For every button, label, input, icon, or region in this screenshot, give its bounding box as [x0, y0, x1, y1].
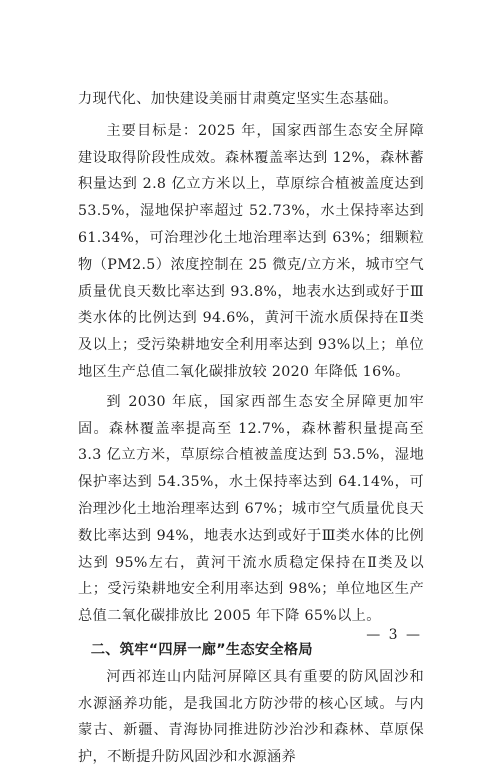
target-2030-paragraph: 到 2030 年底，国家西部生态安全屏障更加牢固。森林覆盖率提高至 12.7%，森林蓄积量提高至 3.3 亿立方米，草原综合植被盖度达到 53.5%，湿地保护率达到 54.35%，水土保持率达到 64.14%，可治理沙化土地治理率达到 67%；城市空气质量优良天数比率达到 94%，地表水达到或好于Ⅲ类水体的比例达到 95%左右，黄河干流水质稳定保持在Ⅱ类及以上；受污染耕地安全利用率达到 98%；单位地区生产总值二氧化碳排放比 2005 年下降 65%以上。 [78, 393, 424, 625]
section-heading: 二、筑牢“四屏一廊”生态安全格局 [90, 641, 313, 658]
hexi-qilian-paragraph: 河西祁连山内陆河屏障区具有重要的防风固沙和水源涵养功能，是我国北方防沙带的核心区域。与内蒙古、新疆、青海协同推进防沙治沙和森林、草原保护，不断提升防风固沙和水源涵养 [78, 668, 424, 766]
document-body [78, 86, 424, 771]
main-target-2025-paragraph: 主要目标是：2025 年，国家西部生态安全屏障建设取得阶段性成效。森林覆盖率达到 12%，森林蓄积量达到 2.8 亿立方米以上，草原综合植被盖度达到 53.5%，湿地保护率超过 52.73%，水土保持率达到 61.34%，可治理沙化土地治理率达到 63%；细颗粒物（PM2.5）浓度控制在 25 微克/立方米，城市空气质量优良天数比率达到 93.8%，地表水达到或好于Ⅲ类水体的比例达到 94.6%，黄河干流水质保持在Ⅱ类及以上；受污染耕地安全利用率达到 93%以上；单位地区生产总值二氧化碳排放较 2020 年降低 16%。 [78, 122, 424, 380]
continuation-paragraph: 力现代化、加快建设美丽甘肃奠定坚实生态基础。 [78, 91, 398, 107]
page-number: — 3 — [366, 627, 422, 643]
